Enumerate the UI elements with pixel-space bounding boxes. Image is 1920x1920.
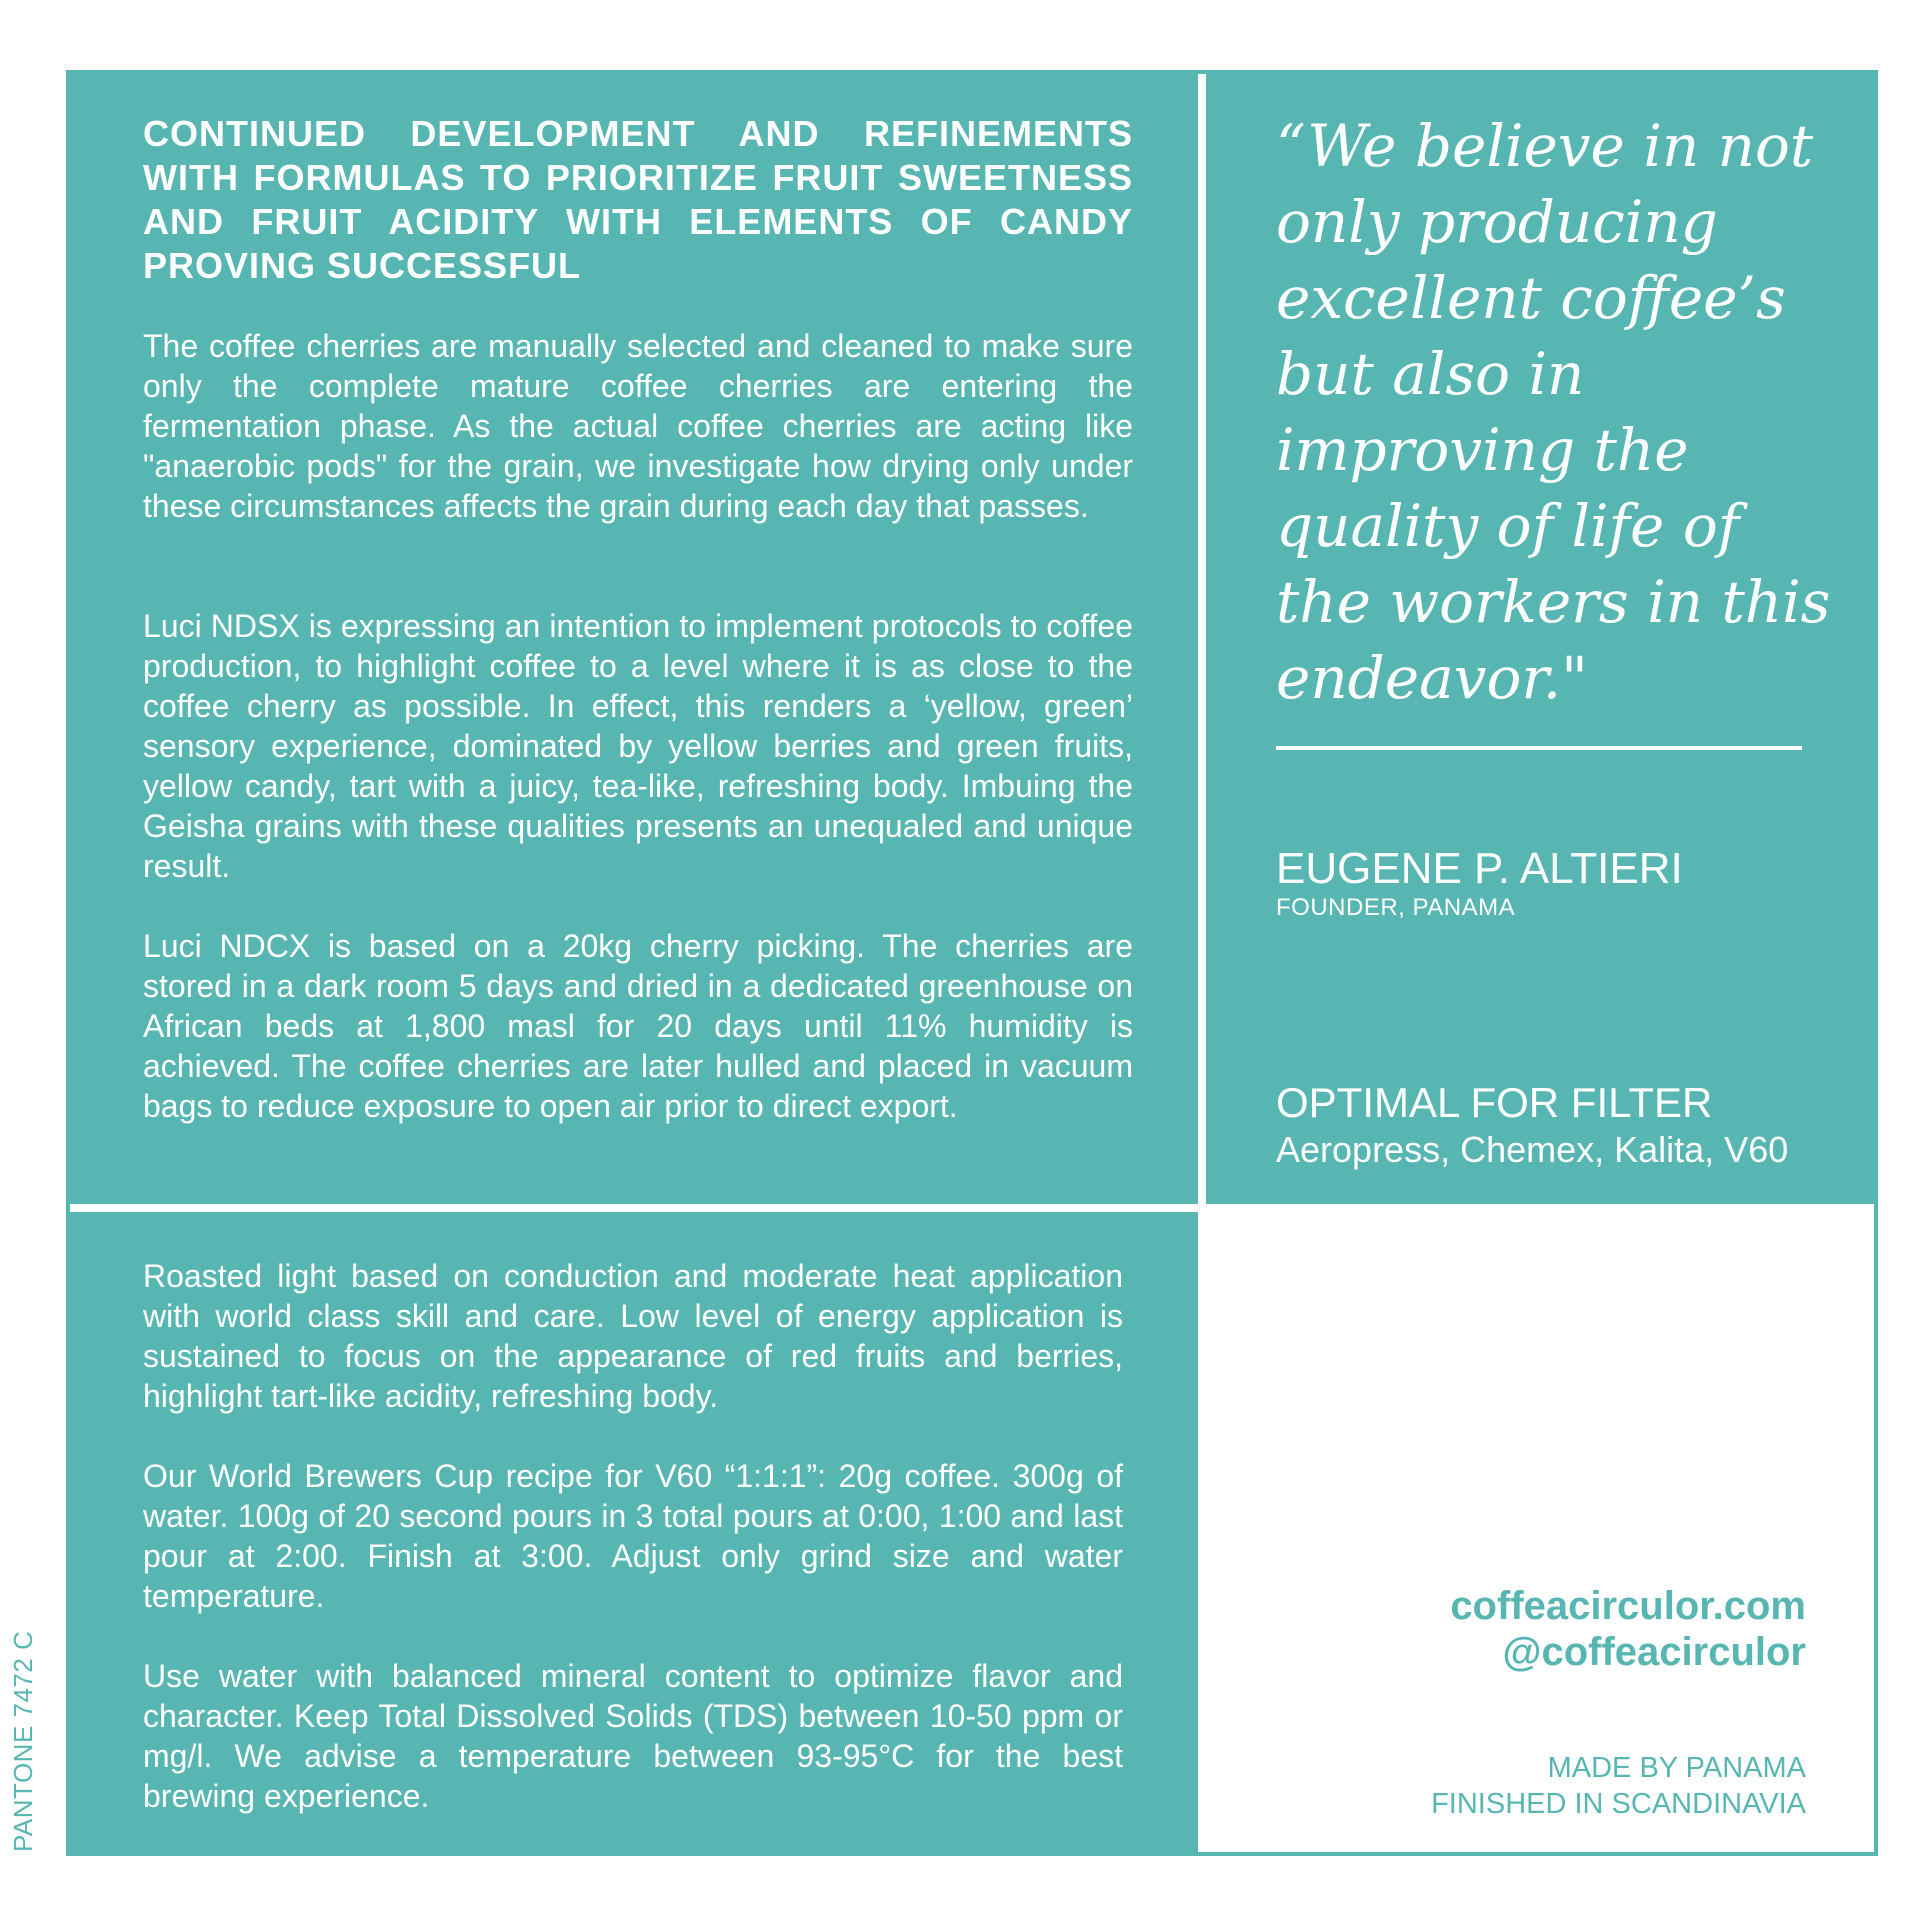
quote-divider — [1276, 746, 1802, 750]
made-by-label: MADE BY PANAMA — [1547, 1752, 1806, 1784]
brew-methods: Aeropress, Chemex, Kalita, V60 — [1276, 1129, 1789, 1170]
panel-brewing-guide — [70, 1212, 1198, 1852]
headline: CONTINUED DEVELOPMENT AND REFINEMENTS WITH FORMULAS TO PRIORITIZE FRUIT SWEETNESS AND FRUIT ACIDITY WITH ELEMENTS OF CANDY PROVING SUCCESSFUL — [143, 113, 1133, 286]
finished-in-label: FINISHED IN SCANDINAVIA — [1431, 1788, 1806, 1820]
founder-title: FOUNDER, PANAMA — [1276, 894, 1516, 921]
panel-contact — [1206, 1212, 1874, 1852]
paragraph-water: Use water with balanced mineral content to optimize flavor and character. Keep Total Dissolved Solids (TDS) between 10-50 ppm or mg/l. We advise a temperature between 93-95°C for the best brewing experience. — [143, 1658, 1123, 1814]
pantone-label: PANTONE 7472 C — [8, 1630, 38, 1852]
panel-process-description — [70, 74, 1198, 1204]
social-handle[interactable]: @coffeacirculor — [1502, 1630, 1806, 1674]
panel-quote — [1206, 74, 1874, 1204]
paragraph-recipe: Our World Brewers Cup recipe for V60 “1:1:1”: 20g coffee. 300g of water. 100g of 20 second pours in 3 total pours at 0:00, 1:00 and last pour at 2:00. Finish at 3:00. Adjust only grind size and water temperature. — [143, 1458, 1123, 1614]
website-link[interactable]: coffeacirculor.com — [1450, 1584, 1806, 1628]
paragraph-luci-ndcx: Luci NDCX is based on a 20kg cherry picking. The cherries are stored in a dark room 5 days and dried in a dedicated greenhouse on African beds at 1,800 masl for 20 days until 11% humidity is achieved. The coffee cherries are later hulled and placed in vacuum bags to reduce exposure to open air prior to direct export. — [143, 928, 1133, 1124]
paragraph-luci-ndsx: Luci NDSX is expressing an intention to implement protocols to coffee production, to highlight coffee to a level where it is as close to the coffee cherry as possible. In effect, this renders a ‘yellow, green’ sensory experience, dominated by yellow berries and green fruits, yellow candy, tart with a juicy, tea-like, refreshing body. Imbuing the Geisha grains with these qualities presents an unequaled and unique result. — [143, 608, 1133, 884]
paragraph-roast: Roasted light based on conduction and moderate heat application with world class skill and care. Low level of energy application is sustained to focus on the appearance of red fruits and berries, highlight tart-like acidity, refreshing body. — [143, 1258, 1123, 1414]
founder-name: EUGENE P. ALTIERI — [1276, 844, 1683, 893]
founder-quote: “We believe in not only producing excellent coffee’s but also in improving the quality of life of the workers in this endeavor." — [1276, 112, 1831, 712]
paragraph-cherry-selection: The coffee cherries are manually selected and cleaned to make sure only the complete mature coffee cherries are entering the fermentation phase. As the actual coffee cherries are acting like "anaerobic pods" for the grain, we investigate how drying only under these circumstances affects the grain during each day that passes. — [143, 328, 1133, 524]
optimal-heading: OPTIMAL FOR FILTER — [1276, 1079, 1713, 1126]
